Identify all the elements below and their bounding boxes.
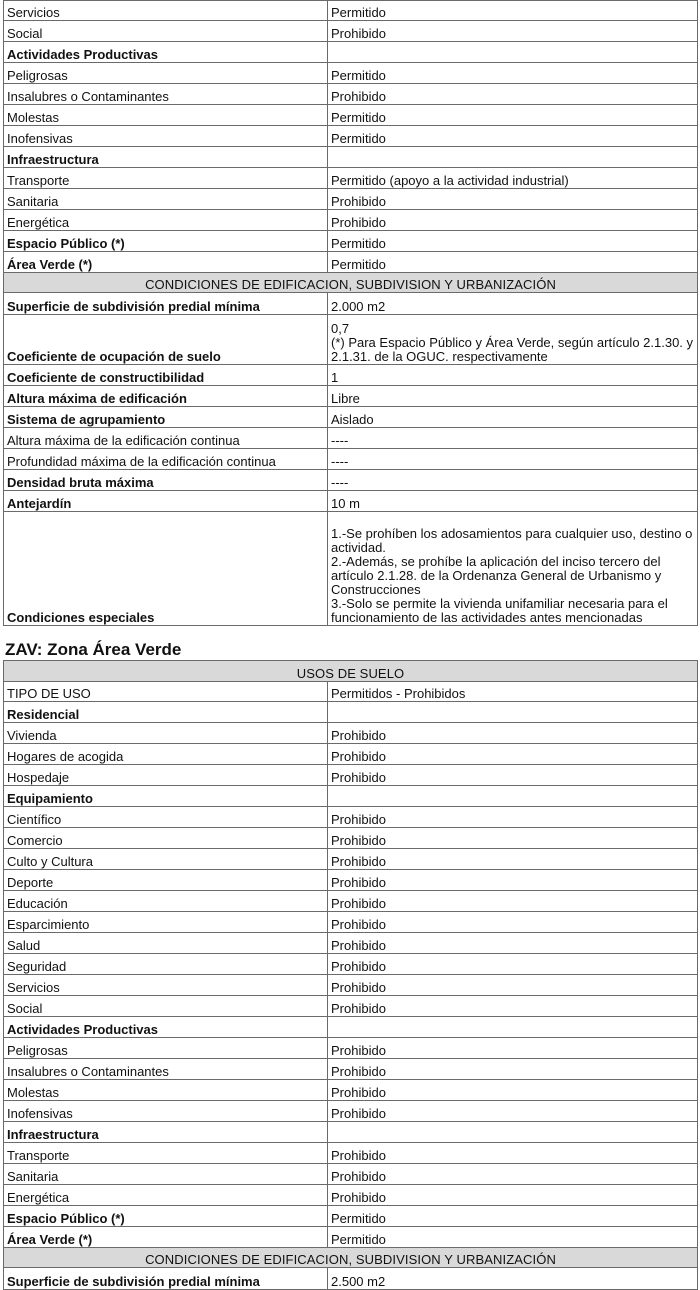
- condition-value: ----: [328, 449, 698, 470]
- use-value: [328, 786, 698, 807]
- table-row: [4, 407, 698, 428]
- use-value: Prohibido: [328, 84, 698, 105]
- table-row: [4, 954, 698, 975]
- table-row: [4, 252, 698, 273]
- use-label: Educación: [4, 891, 328, 912]
- use-value: Prohibido: [328, 1059, 698, 1080]
- use-value: Prohibido: [328, 765, 698, 786]
- category-label: Infraestructura: [4, 147, 328, 168]
- use-value: [328, 1122, 698, 1143]
- use-value: Prohibido: [328, 849, 698, 870]
- use-label: Insalubres o Contaminantes: [4, 1059, 328, 1080]
- table-row: [4, 189, 698, 210]
- condition-label: Coeficiente de constructibilidad: [4, 365, 328, 386]
- use-value: [328, 147, 698, 168]
- use-value: Prohibido: [328, 744, 698, 765]
- table-row: [4, 786, 698, 807]
- condition-value: ----: [328, 470, 698, 491]
- table-row: [4, 1185, 698, 1206]
- use-label: Transporte: [4, 168, 328, 189]
- condition-value: Libre: [328, 386, 698, 407]
- table-row: [4, 891, 698, 912]
- table-row: [4, 147, 698, 168]
- use-value: Prohibido: [328, 210, 698, 231]
- use-value: Prohibido: [328, 723, 698, 744]
- use-value: Prohibido: [328, 912, 698, 933]
- table-row: [4, 449, 698, 470]
- table-row: [4, 231, 698, 252]
- table-row: [4, 849, 698, 870]
- table-row: [4, 1017, 698, 1038]
- table-row: [4, 996, 698, 1017]
- use-label: Hogares de acogida: [4, 744, 328, 765]
- use-label: Peligrosas: [4, 63, 328, 84]
- table-row: [4, 63, 698, 84]
- table-row: [4, 1227, 698, 1248]
- section-header-row: [4, 273, 698, 293]
- condition-label: Superficie de subdivisión predial mínima: [4, 1268, 328, 1290]
- condition-label: Sistema de agrupamiento: [4, 407, 328, 428]
- category-label: Espacio Público (*): [4, 231, 328, 252]
- table-row: [4, 933, 698, 954]
- condition-value: 2.500 m2: [328, 1268, 698, 1290]
- use-label: Culto y Cultura: [4, 849, 328, 870]
- table-row: [4, 365, 698, 386]
- use-value: Prohibido: [328, 828, 698, 849]
- condition-label: Coeficiente de ocupación de suelo: [4, 315, 328, 365]
- condition-label: Altura máxima de la edificación continua: [4, 428, 328, 449]
- condition-label: Profundidad máxima de la edificación continua: [4, 449, 328, 470]
- use-value: Permitido: [328, 231, 698, 252]
- table-row: [4, 42, 698, 63]
- table-row: [4, 1, 698, 21]
- table-row: [4, 126, 698, 147]
- table-row: [4, 105, 698, 126]
- table-row: [4, 807, 698, 828]
- use-label: Inofensivas: [4, 1101, 328, 1122]
- use-value: Permitido: [328, 1, 698, 21]
- use-label: Molestas: [4, 105, 328, 126]
- use-value: [328, 1017, 698, 1038]
- use-value: Permitido: [328, 63, 698, 84]
- use-value: Permitido: [328, 105, 698, 126]
- use-value: Prohibido: [328, 1080, 698, 1101]
- use-label: Molestas: [4, 1080, 328, 1101]
- condition-label: Antejardín: [4, 491, 328, 512]
- category-label: Actividades Productivas: [4, 1017, 328, 1038]
- table-row: [4, 912, 698, 933]
- use-value: Prohibido: [328, 1101, 698, 1122]
- category-label: Espacio Público (*): [4, 1206, 328, 1227]
- use-value: Permitido (apoyo a la actividad industrial): [328, 168, 698, 189]
- type-value: Permitidos - Prohibidos: [328, 682, 698, 702]
- category-label: Área Verde (*): [4, 252, 328, 273]
- use-value: Permitido: [328, 1206, 698, 1227]
- use-label: Esparcimiento: [4, 912, 328, 933]
- condition-value: 10 m: [328, 491, 698, 512]
- use-value: Prohibido: [328, 1143, 698, 1164]
- table-row: [4, 1164, 698, 1185]
- category-label: Actividades Productivas: [4, 42, 328, 63]
- table-row: [4, 315, 698, 365]
- use-label: Insalubres o Contaminantes: [4, 84, 328, 105]
- use-value: Prohibido: [328, 996, 698, 1017]
- use-value: [328, 702, 698, 723]
- use-label: Energética: [4, 210, 328, 231]
- use-value: [328, 42, 698, 63]
- category-label: Residencial: [4, 702, 328, 723]
- table-row: [4, 168, 698, 189]
- conditions-header: CONDICIONES DE EDIFICACION, SUBDIVISION Y URBANIZACIÓN: [4, 273, 698, 293]
- table-row: [4, 1080, 698, 1101]
- use-label: Vivienda: [4, 723, 328, 744]
- table-row: [4, 870, 698, 891]
- use-label: Social: [4, 21, 328, 42]
- type-label: TIPO DE USO: [4, 682, 328, 702]
- condition-value: 1.-Se prohíben los adosamientos para cualquier uso, destino o actividad. 2.-Además, se prohíbe la aplicación del inciso tercero del artículo 2.1.28. de la Ordenanza General de Urbanismo y Construcciones 3.-Solo se permite la vivienda unifamiliar necesaria para el funcionamiento de las actividades antes mencionadas: [328, 512, 698, 626]
- uses-header: USOS DE SUELO: [4, 661, 698, 682]
- use-label: Social: [4, 996, 328, 1017]
- use-label: Seguridad: [4, 954, 328, 975]
- table-row: [4, 512, 698, 626]
- use-label: Hospedaje: [4, 765, 328, 786]
- section-header-row: [4, 1248, 698, 1268]
- table-row: [4, 21, 698, 42]
- table-row: [4, 470, 698, 491]
- category-label: Área Verde (*): [4, 1227, 328, 1248]
- use-label: Inofensivas: [4, 126, 328, 147]
- condition-value: 0,7 (*) Para Espacio Público y Área Verde, según artículo 2.1.30. y 2.1.31. de la OGUC. respectivamente: [328, 315, 698, 365]
- zone-table-upper: [3, 0, 698, 626]
- table-row: [4, 1038, 698, 1059]
- condition-label: Condiciones especiales: [4, 512, 328, 626]
- table-row: [4, 1143, 698, 1164]
- table-row: [4, 765, 698, 786]
- use-label: Transporte: [4, 1143, 328, 1164]
- use-value: Prohibido: [328, 975, 698, 996]
- use-label: Sanitaria: [4, 1164, 328, 1185]
- table-row: [4, 975, 698, 996]
- use-label: Servicios: [4, 975, 328, 996]
- table-row: [4, 84, 698, 105]
- use-value: Prohibido: [328, 807, 698, 828]
- conditions-header: CONDICIONES DE EDIFICACION, SUBDIVISION Y URBANIZACIÓN: [4, 1248, 698, 1268]
- zone-table-zav: [3, 660, 698, 1290]
- zone-title: ZAV: Zona Área Verde: [5, 640, 182, 659]
- condition-label: Altura máxima de edificación: [4, 386, 328, 407]
- use-value: Prohibido: [328, 1038, 698, 1059]
- use-value: Prohibido: [328, 189, 698, 210]
- category-label: Infraestructura: [4, 1122, 328, 1143]
- use-value: Prohibido: [328, 891, 698, 912]
- condition-label: Superficie de subdivisión predial mínima: [4, 293, 328, 315]
- use-label: Deporte: [4, 870, 328, 891]
- table-row: [4, 1122, 698, 1143]
- use-value: Prohibido: [328, 933, 698, 954]
- category-label: Equipamiento: [4, 786, 328, 807]
- table-row: [4, 428, 698, 449]
- use-value: Prohibido: [328, 870, 698, 891]
- use-value: Prohibido: [328, 1164, 698, 1185]
- table-row: [4, 293, 698, 315]
- use-label: Científico: [4, 807, 328, 828]
- use-label: Salud: [4, 933, 328, 954]
- condition-value: Aislado: [328, 407, 698, 428]
- section-header-row: [4, 661, 698, 682]
- table-row: [4, 491, 698, 512]
- table-row: [4, 210, 698, 231]
- table-row: [4, 682, 698, 702]
- use-value: Permitido: [328, 1227, 698, 1248]
- use-value: Permitido: [328, 126, 698, 147]
- use-value: Prohibido: [328, 954, 698, 975]
- table-row: [4, 723, 698, 744]
- use-value: Prohibido: [328, 21, 698, 42]
- use-label: Servicios: [4, 1, 328, 21]
- table-row: [4, 744, 698, 765]
- condition-label: Densidad bruta máxima: [4, 470, 328, 491]
- condition-value: ----: [328, 428, 698, 449]
- table-row: [4, 1059, 698, 1080]
- table-row: [4, 386, 698, 407]
- use-value: Prohibido: [328, 1185, 698, 1206]
- table-row: [4, 702, 698, 723]
- use-value: Permitido: [328, 252, 698, 273]
- use-label: Energética: [4, 1185, 328, 1206]
- condition-value: 1: [328, 365, 698, 386]
- table-row: [4, 828, 698, 849]
- table-row: [4, 1268, 698, 1290]
- use-label: Comercio: [4, 828, 328, 849]
- use-label: Sanitaria: [4, 189, 328, 210]
- use-label: Peligrosas: [4, 1038, 328, 1059]
- condition-value: 2.000 m2: [328, 293, 698, 315]
- table-row: [4, 1101, 698, 1122]
- table-row: [4, 1206, 698, 1227]
